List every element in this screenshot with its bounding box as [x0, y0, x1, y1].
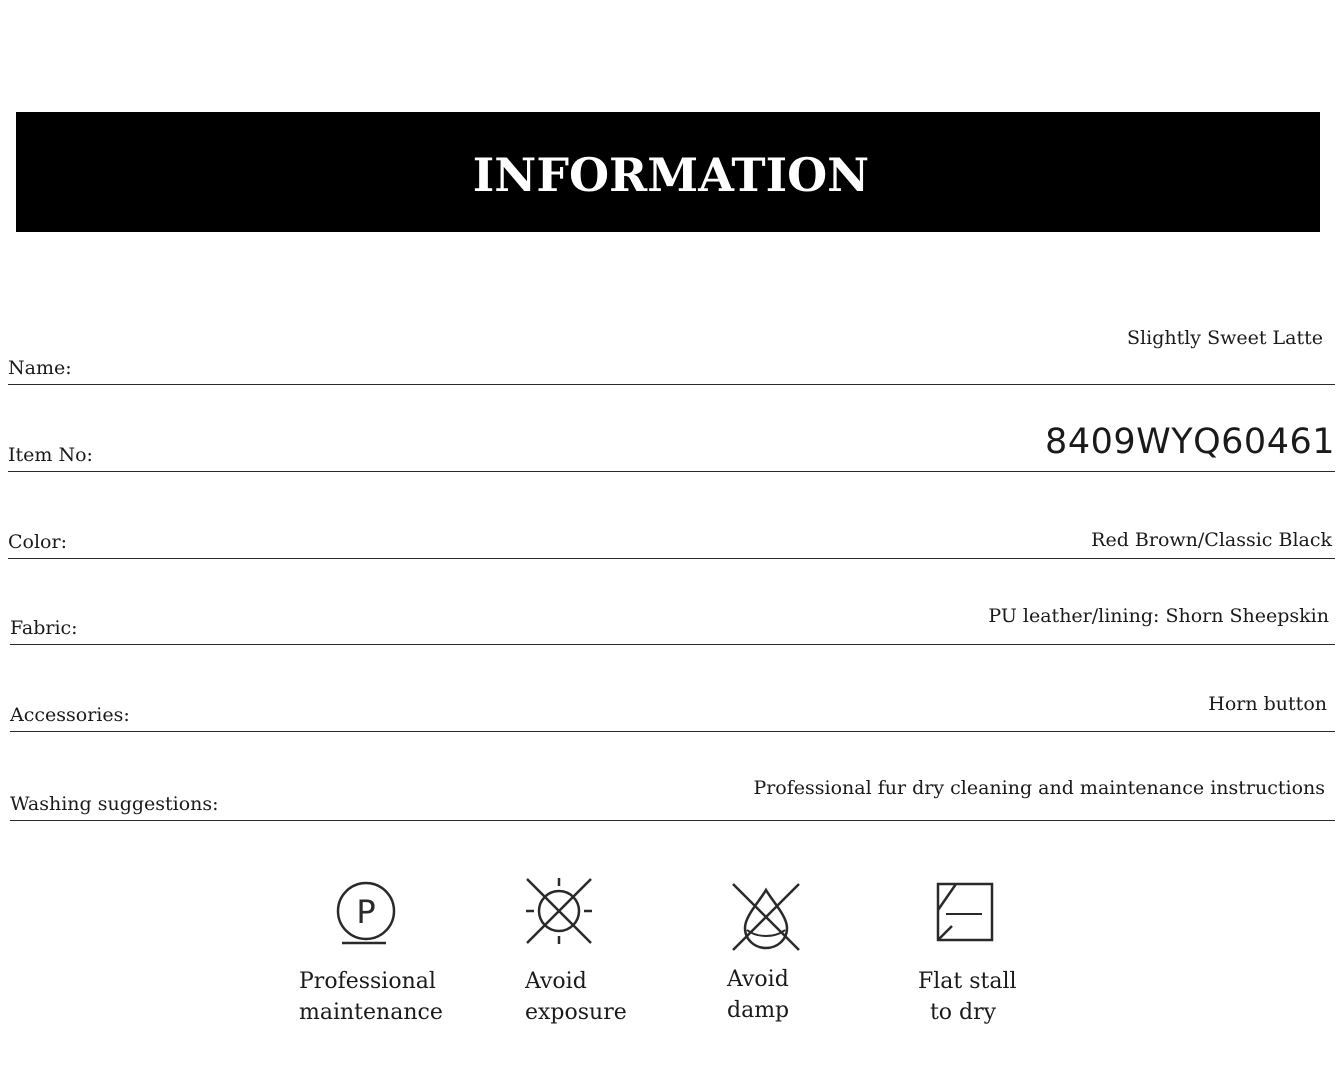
care-label-line1: Avoid: [525, 969, 587, 994]
svg-text:P: P: [356, 893, 376, 931]
color-value: Red Brown/Classic Black: [1091, 529, 1332, 551]
detail-row-fabric: [10, 575, 1335, 645]
accessories-value: Horn button: [1208, 693, 1327, 715]
page-title: INFORMATION: [472, 148, 870, 202]
no-sun-icon: [522, 874, 596, 948]
care-label-line2: exposure: [525, 1000, 627, 1025]
divider-line: [10, 644, 1335, 645]
care-label-line2: damp: [727, 998, 790, 1023]
care-label-line2: maintenance: [299, 1000, 443, 1025]
divider-line: [8, 558, 1335, 559]
washing-label: Washing suggestions:: [10, 793, 219, 815]
detail-row-accessories: [10, 662, 1335, 732]
professional-clean-p-icon: [334, 880, 398, 946]
care-label-line2: to dry: [929, 1000, 997, 1025]
detail-row-color: [8, 489, 1335, 559]
item-no-value: 8409WYQ60461: [1045, 422, 1335, 462]
divider-line: [8, 384, 1335, 385]
accessories-label: Accessories:: [10, 704, 130, 726]
divider-line: [10, 731, 1335, 732]
detail-row-item-no: [8, 402, 1335, 472]
detail-row-washing: [10, 751, 1335, 821]
divider-line: [10, 820, 1335, 821]
header-banner: [16, 112, 1320, 232]
care-label-line1: Avoid: [727, 967, 789, 992]
name-value: Slightly Sweet Latte: [1127, 327, 1323, 349]
fabric-label: Fabric:: [10, 617, 78, 639]
washing-value: Professional fur dry cleaning and maintenance instructions: [753, 777, 1325, 799]
care-label-line1: Flat stall: [918, 969, 1017, 994]
detail-row-name: [8, 315, 1335, 385]
no-water-drop-icon: [729, 880, 803, 954]
name-label: Name:: [8, 357, 72, 379]
fabric-value: PU leather/lining: Shorn Sheepskin: [988, 605, 1329, 627]
color-label: Color:: [8, 531, 67, 553]
item-no-label: Item No:: [8, 444, 93, 466]
care-label-line1: Professional: [299, 969, 436, 994]
divider-line: [8, 471, 1335, 472]
flat-dry-icon: [934, 880, 998, 946]
